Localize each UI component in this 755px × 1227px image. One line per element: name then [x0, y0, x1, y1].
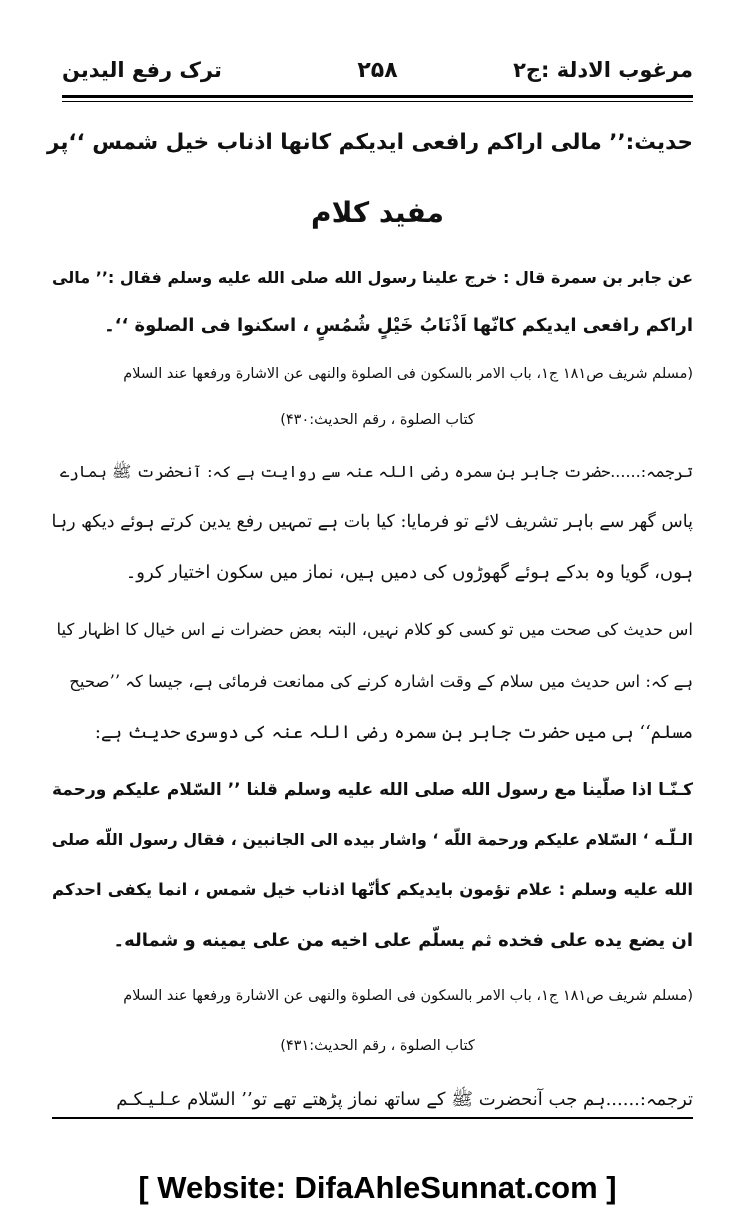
translation2-line: ترجمہ:......ہم جب آنحضرت ﷺ کے ساتھ نماز پڑھتے تھے تو’’ السّلام عـلـیـکـم	[116, 1089, 693, 1110]
hadith1-reference-number: کتاب الصلوة ، رقم الحدیث:۴۳۰)	[280, 412, 475, 428]
hadith2-reference-number: کتاب الصلوة ، رقم الحدیث:۴۳۱)	[280, 1038, 475, 1054]
website-watermark: [ Website: DifaAhleSunnat.com ]	[138, 1170, 617, 1205]
hadith2-line: الله عليه وسلم : علام تؤمون بايديكم كأنّها اذناب خيل شمس ، انما يكفى احدكم	[52, 880, 693, 899]
discussion-line: اس حدیث کی صحت میں تو کسی کو کلام نہیں، البتہ بعض حضرات نے اس خیال کا اظہار کیا	[56, 620, 693, 639]
hadith1-reference: (مسلم شریف ص۱۸۱ ج۱، باب الامر بالسکون فی الصلوة والنهی عن الاشارة ورفعها عند السلام	[123, 366, 693, 382]
translation1-line: ہوں، گویا وہ بدکے ہوئے گھوڑوں کی دمیں ہیں، نماز میں سکون اختیار کرو۔	[125, 562, 693, 583]
book-title: مرغوب الادلة :ج۲	[513, 58, 693, 82]
chapter-title: ترک رفع الیدین	[62, 58, 222, 82]
hadith1-line: عن جابر بن سمرة قال : خرج علينا رسول الله صلى الله عليه وسلم فقال :’’ مالی	[52, 268, 693, 287]
page-header	[62, 52, 693, 88]
bottom-rule	[52, 1117, 693, 1119]
section-heading: حدیث:’’ مالی اراکم رافعی ایدیکم کانها اذناب خیل شمس ‘‘پر	[46, 130, 693, 155]
page-number: ۲۵۸	[357, 57, 398, 83]
discussion-line: ہے کہ: اس حدیث میں سلام کے وقت اشارہ کرنے کی ممانعت فرمائی ہے، جیسا کہ ’’صحیح	[69, 672, 693, 691]
header-rule-thick	[62, 95, 693, 98]
header-rule-thin	[62, 101, 693, 102]
section-heading-continued: مفید کلام	[311, 196, 444, 229]
hadith2-reference: (مسلم شریف ص۱۸۱ ج۱، باب الامر بالسکون فی الصلوة والنهی عن الاشارة ورفعها عند السلام	[123, 988, 693, 1004]
hadith2-line: ان يضع يده على فخده ثم يسلّم على اخيه من على يمينه و شماله۔	[113, 930, 693, 951]
translation1-line: پاس گھر سے باہر تشریف لائے تو فرمایا: کیا بات ہے تمہیں رفع یدین کرتے ہوئے دیکھ رہا	[51, 512, 693, 532]
translation1-line: ترجمہ:......حضرت جابر بن سمرہ رضی اللہ عنہ سے روایت ہے کہ: آنحضرت ﷺ ہمارے	[60, 462, 693, 481]
hadith2-line: كـنّـا اذا صلّينا مع رسول الله صلى الله عليه وسلم قلنا ’’ السّلام عليكم ورحمة	[52, 780, 693, 800]
discussion-line: مسلم‘‘ ہی میں حضرت جابر بن سمرہ رضی اللہ عنہ کی دوسری حدیث ہے:	[94, 722, 693, 743]
hadith2-line: الـلّـه ‘ السّلام عليكم ورحمة اللّه ‘ واشار بيده الى الجانبين ، فقال رسول اللّه صلى	[51, 830, 693, 849]
hadith1-line: اراكم رافعی ايديكم كانّها اَذْنَابُ خَيْلٍ شُمُسٍ ، اسكنوا فی الصلوة ‘‘۔	[104, 315, 693, 336]
